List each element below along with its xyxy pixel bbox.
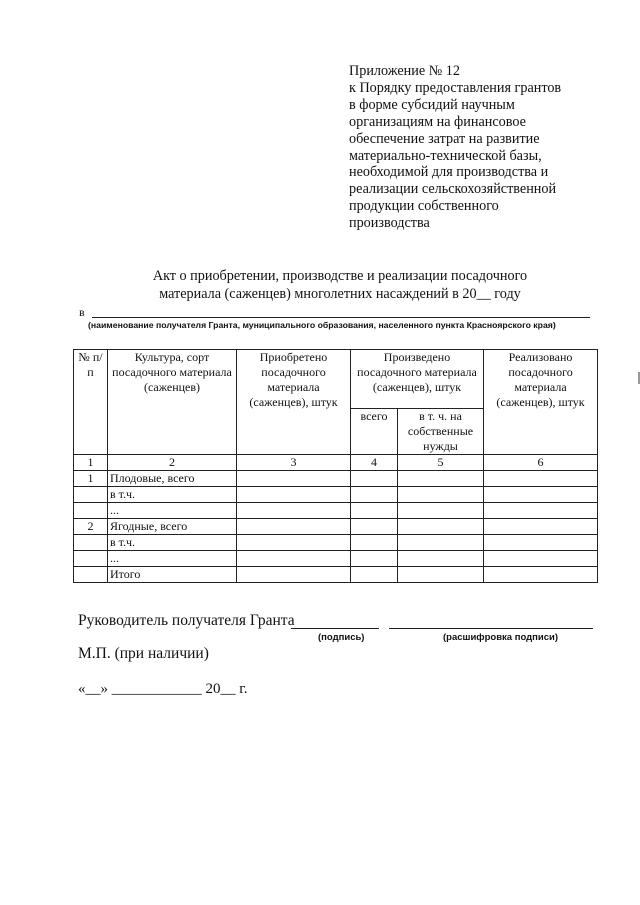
table-row <box>74 519 598 535</box>
cell-produced-own[interactable] <box>398 471 484 487</box>
cell-purchased[interactable] <box>237 519 351 535</box>
table-row <box>74 471 598 487</box>
recipient-prefix: в <box>79 305 85 319</box>
cell-produced-total[interactable] <box>351 567 398 583</box>
table-row <box>74 551 598 567</box>
table-header-row <box>74 350 598 409</box>
table-row <box>74 503 598 519</box>
signature-hint: (подпись) <box>318 632 365 643</box>
column-number: 5 <box>398 455 484 471</box>
header-culture: Культура, сорт посадочного материала (саженцев) <box>108 350 237 455</box>
table-row-total <box>74 567 598 583</box>
document-title-line-1: Акт о приобретении, производстве и реализации посадочного <box>152 268 528 284</box>
cell-sold[interactable] <box>484 487 598 503</box>
cell-purchased[interactable] <box>237 471 351 487</box>
row-num <box>74 503 108 519</box>
row-culture: ... <box>108 503 237 519</box>
row-culture: Плодовые, всего <box>108 471 237 487</box>
row-culture: ... <box>108 551 237 567</box>
cell-produced-total[interactable] <box>351 471 398 487</box>
appendix-line: к Порядку предоставления грантов <box>349 79 562 96</box>
row-num: 1 <box>74 471 108 487</box>
cell-sold[interactable] <box>484 471 598 487</box>
table-row <box>74 535 598 551</box>
cell-sold[interactable] <box>484 519 598 535</box>
header-produced: Произведено посадочного материала (саженцев), штук <box>351 350 484 409</box>
cell-sold[interactable] <box>484 551 598 567</box>
recipient-hint: (наименование получателя Гранта, муниципального образования, населенного пункта Красноярского края) <box>88 320 556 330</box>
row-num: 2 <box>74 519 108 535</box>
row-culture: Ягодные, всего <box>108 519 237 535</box>
table-row <box>74 487 598 503</box>
cell-produced-total[interactable] <box>351 535 398 551</box>
cell-produced-total[interactable] <box>351 551 398 567</box>
appendix-line: продукции собственного <box>349 198 499 215</box>
cell-produced-total[interactable] <box>351 487 398 503</box>
cell-produced-own[interactable] <box>398 551 484 567</box>
appendix-line: организациям на финансовое <box>349 113 526 130</box>
cell-sold[interactable] <box>484 503 598 519</box>
cell-produced-total[interactable] <box>351 503 398 519</box>
cell-purchased[interactable] <box>237 551 351 567</box>
date-line: «__» ____________ 20__ г. <box>78 681 248 697</box>
row-num <box>74 535 108 551</box>
header-sold: Реализовано посадочного материала (саженцев), штук <box>484 350 598 455</box>
act-table <box>73 349 598 583</box>
column-number: 3 <box>237 455 351 471</box>
cell-produced-own[interactable] <box>398 535 484 551</box>
cell-produced-total[interactable] <box>351 519 398 535</box>
header-purchased: Приобретено посадочного материала (саженцев), штук <box>237 350 351 455</box>
cell-produced-own[interactable] <box>398 567 484 583</box>
appendix-line: производства <box>349 215 430 232</box>
column-number: 1 <box>74 455 108 471</box>
row-culture: в т.ч. <box>108 535 237 551</box>
signature-label: Руководитель получателя Гранта <box>78 612 295 629</box>
cell-purchased[interactable] <box>237 567 351 583</box>
cell-purchased[interactable] <box>237 503 351 519</box>
header-num: № п/п <box>74 350 108 455</box>
column-number: 4 <box>351 455 398 471</box>
appendix-line: в форме субсидий научным <box>349 96 515 113</box>
appendix-block <box>349 63 599 232</box>
row-culture: Итого <box>108 567 237 583</box>
stamp-place: М.П. (при наличии) <box>78 645 209 662</box>
column-number: 6 <box>484 455 598 471</box>
cell-sold[interactable] <box>484 535 598 551</box>
document-title-line-2: материала (саженцев) многолетних насаждений в 20__ году <box>159 286 521 302</box>
row-num <box>74 567 108 583</box>
appendix-line: материально-технической базы, <box>349 147 542 164</box>
column-number: 2 <box>108 455 237 471</box>
appendix-line: Приложение № 12 <box>349 63 460 79</box>
signature-decoding-hint: (расшифровка подписи) <box>443 632 559 643</box>
signature-decoding-fill-line[interactable] <box>389 628 593 629</box>
row-culture: в т.ч. <box>108 487 237 503</box>
row-num <box>74 551 108 567</box>
appendix-line: обеспечение затрат на развитие <box>349 130 540 147</box>
column-number-row <box>74 455 598 471</box>
cell-purchased[interactable] <box>237 487 351 503</box>
signature-fill-line[interactable] <box>291 628 379 629</box>
header-produced-own: в т. ч. на собственные нужды <box>398 409 484 455</box>
cell-purchased[interactable] <box>237 535 351 551</box>
header-produced-total: всего <box>351 409 398 455</box>
appendix-line: реализации сельскохозяйственной <box>349 181 557 198</box>
cell-produced-own[interactable] <box>398 519 484 535</box>
cell-produced-own[interactable] <box>398 487 484 503</box>
appendix-line: необходимой для производства и <box>349 164 549 181</box>
row-num <box>74 487 108 503</box>
cell-produced-own[interactable] <box>398 503 484 519</box>
recipient-fill-line <box>92 317 590 318</box>
cell-sold[interactable] <box>484 567 598 583</box>
